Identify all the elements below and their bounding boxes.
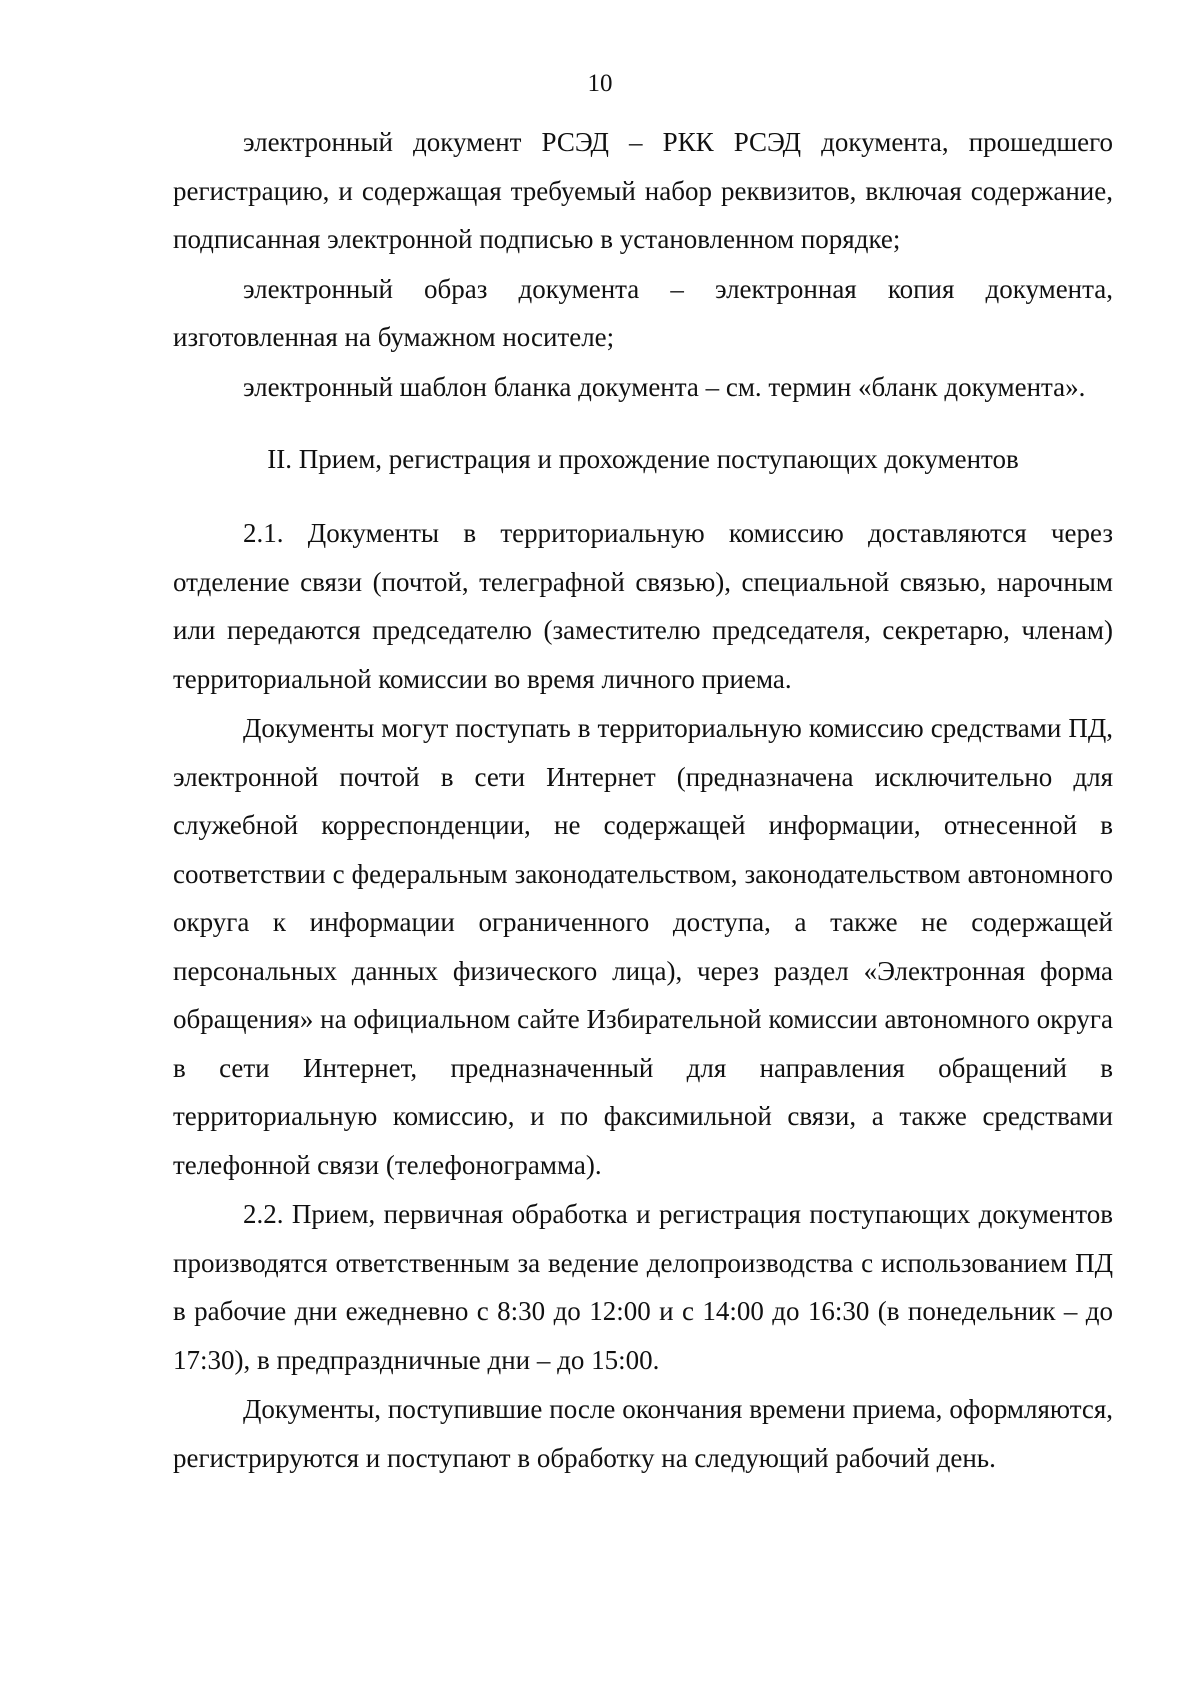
paragraph-late-documents: Документы, поступившие после окончания времени приема, оформляются, регистрируются и поступают в обработку на следующий рабочий день. [173, 1394, 1113, 1473]
section-heading: II. Прием, регистрация и прохождение поступающих документов [267, 444, 1019, 474]
paragraph-2-1: 2.1. Документы в территориальную комиссию доставляются через отделение связи (почтой, телеграфной связью), специальной связью, нарочным или передаются председателю (заместителю председателя, секретарю, членам) территориальной комиссии во время личного приема. [173, 518, 1113, 694]
paragraph-electronic-document: электронный документ РСЭД – РКК РСЭД документа, прошедшего регистрацию, и содержащая требуемый набор реквизитов, включая содержание, подписанная электронной подписью в установленном порядке; [173, 127, 1113, 254]
paragraph-2-2: 2.2. Прием, первичная обработка и регистрация поступающих документов производятся ответственным за ведение делопроизводства с использованием ПД в рабочие дни ежедневно с 8:30 до 12:00 и с 14:00 до 16:30 (в понедельник – до 17:30), в предпраздничные дни – до 15:00. [173, 1199, 1113, 1375]
page-number: 10 [587, 70, 613, 97]
paragraph-electronic-template: электронный шаблон бланка документа – см. термин «бланк документа». [243, 371, 1086, 402]
paragraph-electronic-image: электронный образ документа – электронная копия документа, изготовленная на бумажном носителе; [173, 273, 1113, 352]
document-body [173, 118, 1113, 1483]
paragraph-channels: Документы могут поступать в территориальную комиссию средствами ПД, электронной почтой в сети Интернет (предназначена исключительно для служебной корреспонденции, не содержащей информации, отнесенной в соответствии с федеральным законодательством, законодательством автономного округа к информации ограниченного доступа, а также не содержащей персональных данных физического лица), через раздел «Электронная форма обращения» на официальном сайте Избирательной комиссии автономного округа в сети Интернет, предназначенный для направления обращений в территориальную комиссию, и по факсимильной связи, а также средствами телефонной связи (телефонограмма). [173, 713, 1113, 1180]
